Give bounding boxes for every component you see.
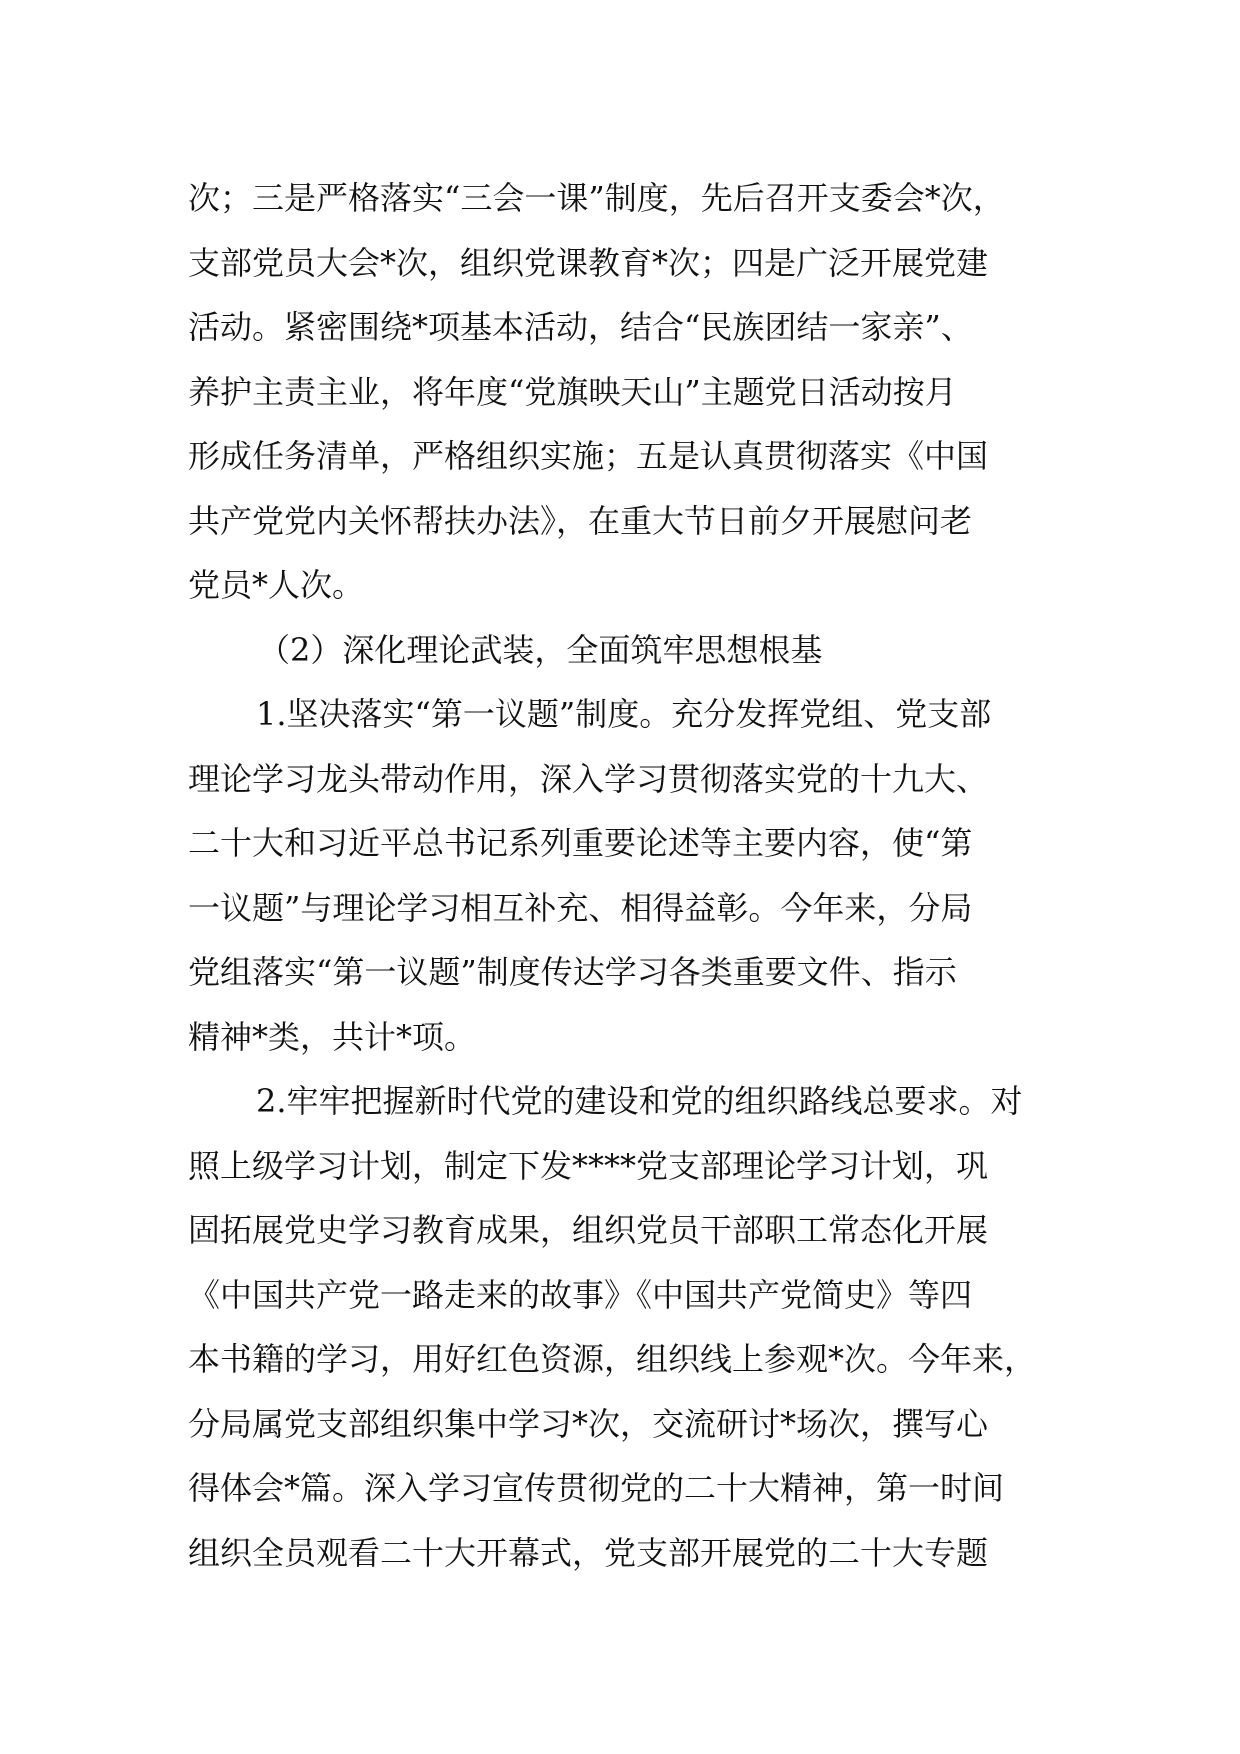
section-heading: （2）深化理论武装，全面筑牢思想根基 <box>258 630 823 669</box>
text-line: 《中国共产党一路走来的故事》《中国共产党简史》等四 <box>188 1275 973 1314</box>
paragraph-first-line: 2.牢牢把握新时代党的建设和党的组织路线总要求。对 <box>256 1082 1023 1120</box>
text-line: 支部党员大会*次，组织党课教育*次；四是广泛开展党建 <box>188 243 989 282</box>
text-line: 养护主责主业，将年度“党旗映天山”主题党日活动按月 <box>188 372 957 411</box>
text-line: 二十大和习近平总书记系列重要论述等主要内容，使“第 <box>188 824 973 862</box>
text-line: 共产党党内关怀帮扶办法》，在重大节日前夕开展慰问老 <box>188 501 973 540</box>
text-line: 分局属党支部组织集中学习*次，交流研讨*场次，撰写心 <box>188 1404 989 1443</box>
text-line: 本书籍的学习，用好红色资源，组织线上参观*次。今年来， <box>188 1340 1037 1378</box>
text-line: 得体会*篇。深入学习宣传贯彻党的二十大精神，第一时间 <box>188 1469 1005 1507</box>
body-text <box>188 166 1108 1585</box>
text-line: 党组落实“第一议题”制度传达学习各类重要文件、指示 <box>188 953 957 991</box>
text-line: 精神*类，共计*项。 <box>188 1017 477 1056</box>
text-line: 理论学习龙头带动作用，深入学习贯彻落实党的十九大、 <box>188 759 989 798</box>
text-line: 活动。紧密围绕*项基本活动，结合“民族团结一家亲”、 <box>188 308 973 346</box>
text-line: 组织全员观看二十大开幕式，党支部开展党的二十大专题 <box>188 1533 989 1572</box>
text-line: 固拓展党史学习教育成果，组织党员干部职工常态化开展 <box>188 1211 989 1249</box>
text-line: 照上级学习计划，制定下发****党支部理论学习计划，巩 <box>188 1146 989 1185</box>
text-line: 党员*人次。 <box>188 566 365 604</box>
text-line: 次；三是严格落实“三会一课”制度，先后召开支委会*次， <box>188 179 1005 217</box>
paragraph-first-line: 1.坚决落实“第一议题”制度。充分发挥党组、党支部 <box>256 695 992 733</box>
text-line: 一议题”与理论学习相互补充、相得益彰。今年来，分局 <box>188 888 973 927</box>
text-line: 形成任务清单，严格组织实施；五是认真贯彻落实《中国 <box>188 437 989 475</box>
